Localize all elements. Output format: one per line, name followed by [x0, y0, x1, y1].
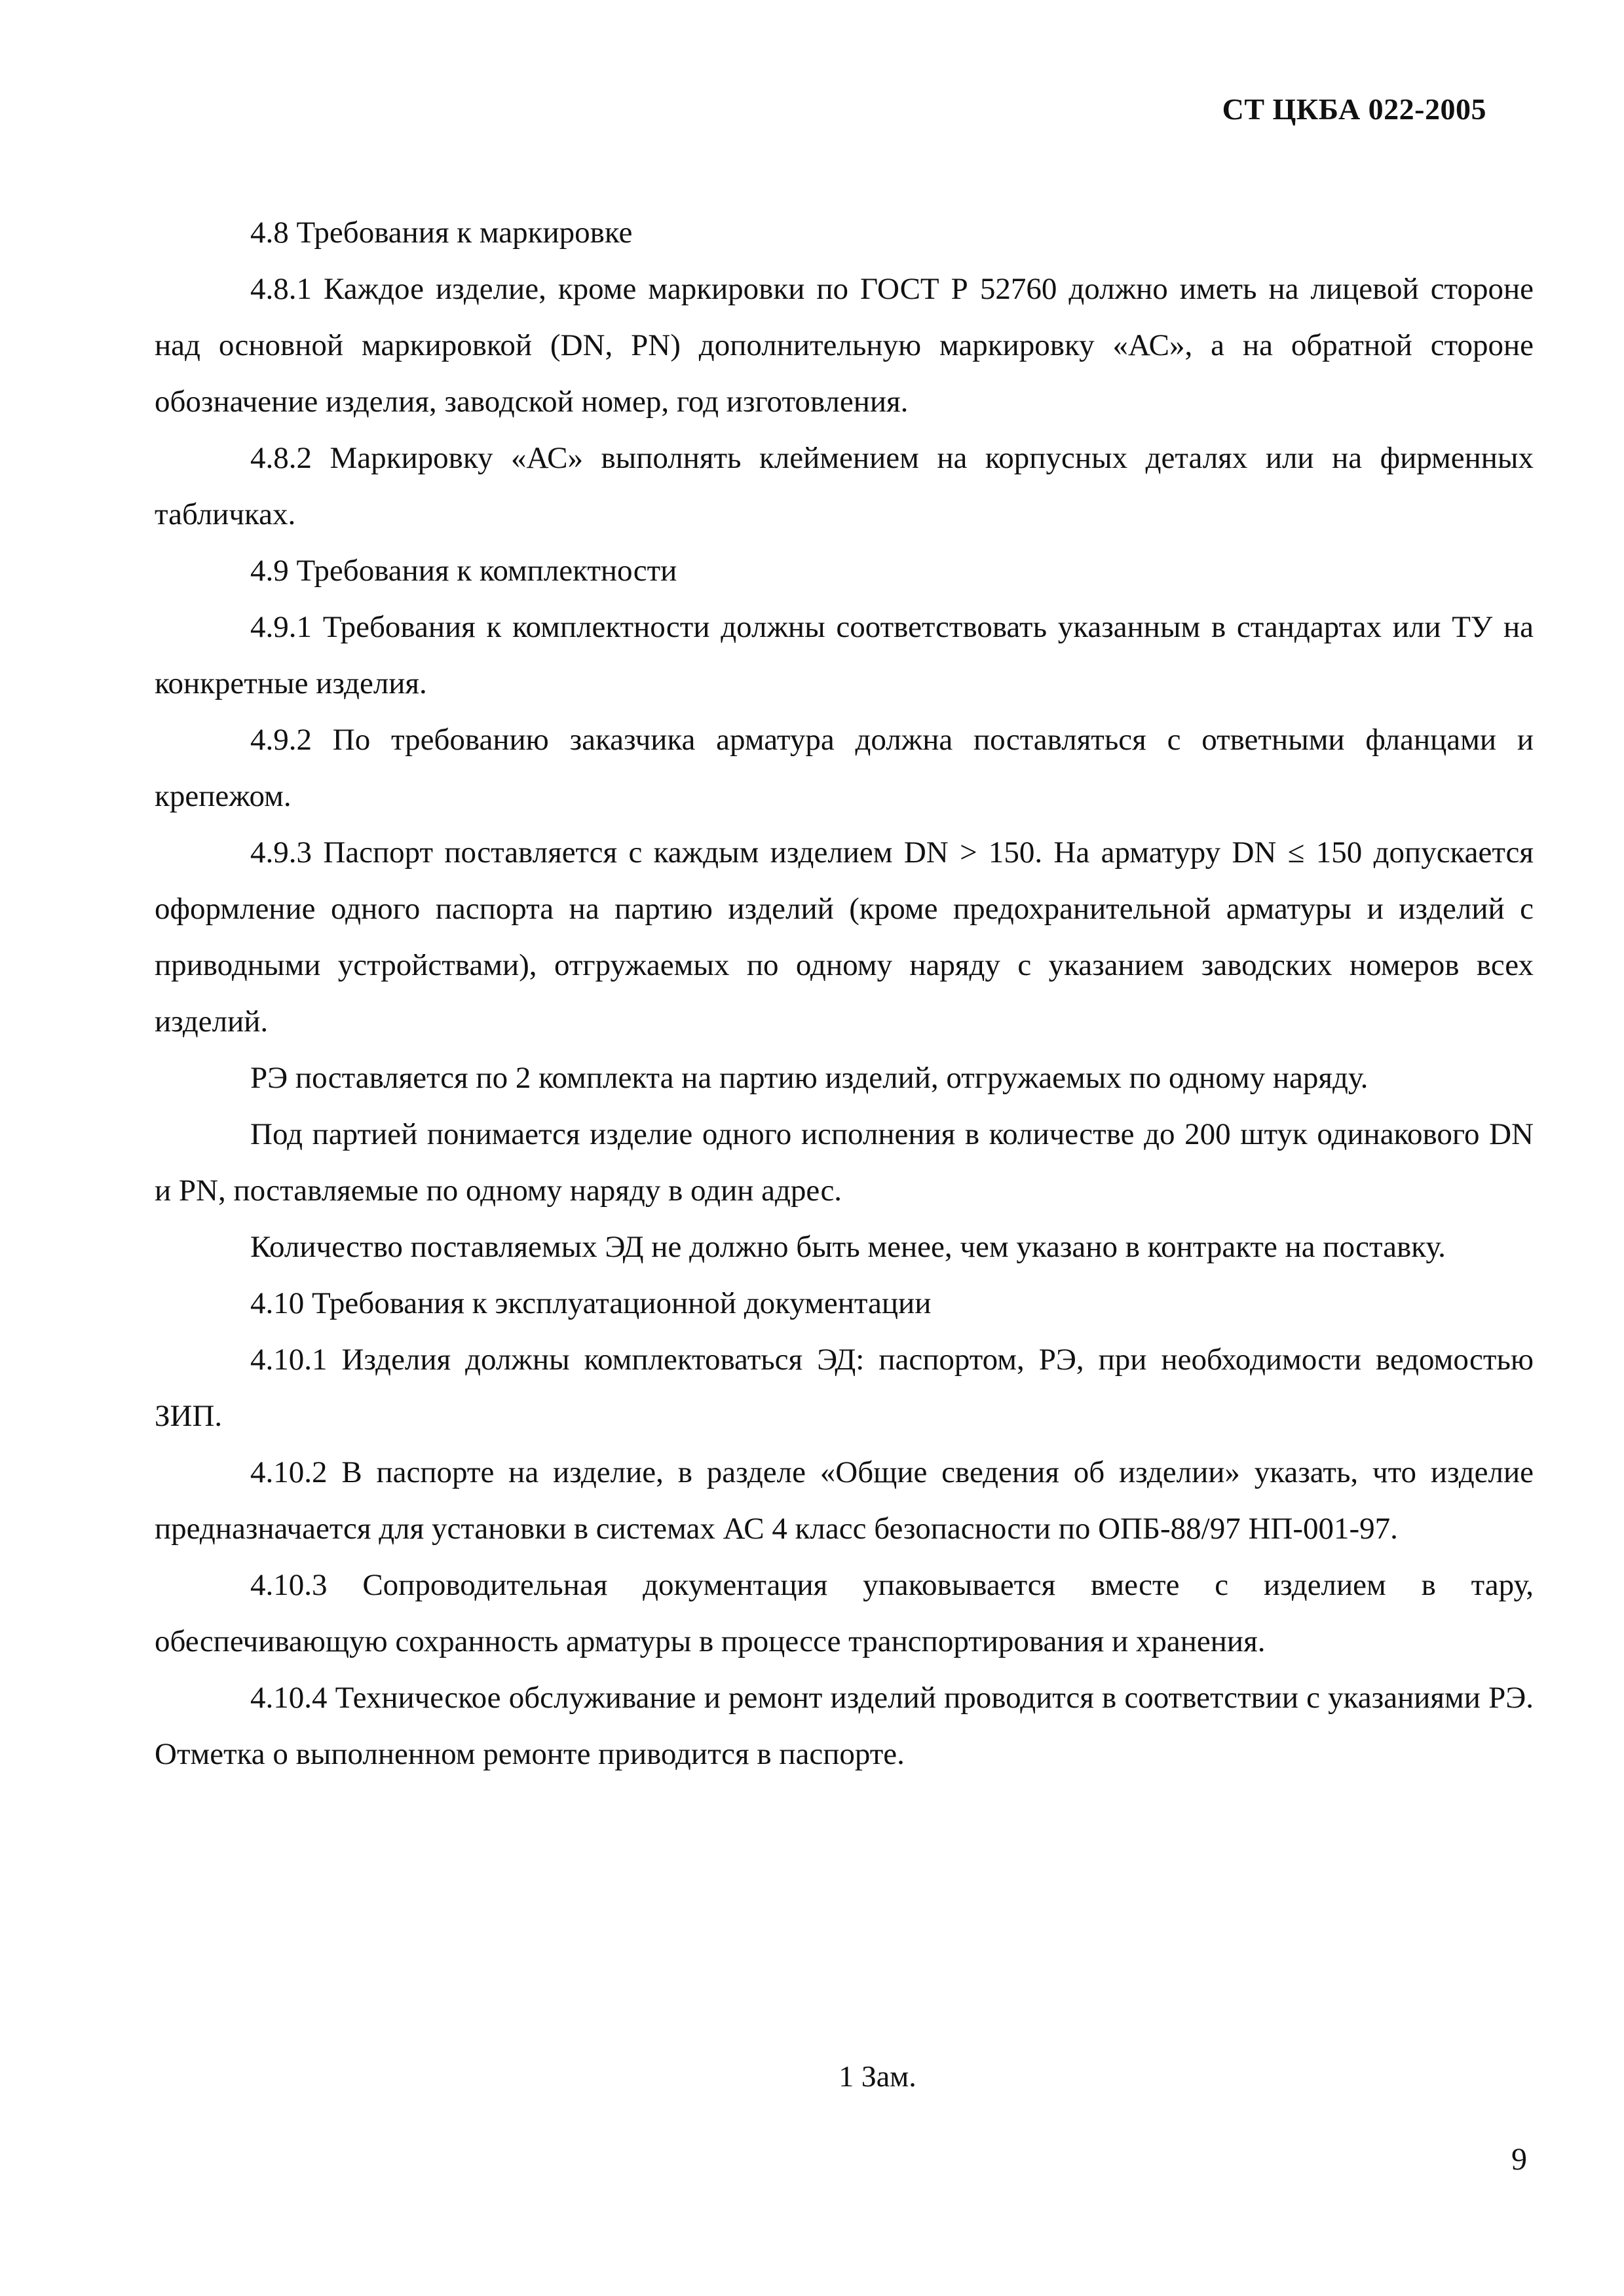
paragraph-4-9-2: 4.9.2 По требованию заказчика арматура должна поставляться с ответными фланцами и крепежом.	[155, 723, 1534, 813]
section-heading-4-8: 4.8 Требования к маркировке	[250, 216, 633, 250]
paragraph-re-supply: РЭ поставляется по 2 комплекта на партию изделий, отгружаемых по одному наряду.	[250, 1061, 1369, 1095]
paragraph-4-8-1: 4.8.1 Каждое изделие, кроме маркировки по ГОСТ Р 52760 должно иметь на лицевой стороне над основной маркировкой (DN, PN) дополнительную маркировку «АС», а на обратной стороне обозначение изделия, заводской номер, год изготовления.	[155, 272, 1534, 419]
paragraph-4-9-3: 4.9.3 Паспорт поставляется с каждым изделием DN > 150. На арматуру DN ≤ 150 допускается оформление одного паспорта на партию изделий (кроме предохранительной арматуры и изделий с приводными устройствами), отгружаемых по одному наряду с указанием заводских номеров всех изделий.	[155, 835, 1534, 1039]
paragraph-4-10-1: 4.10.1 Изделия должны комплектоваться ЭД: паспортом, РЭ, при необходимости ведомостью ЗИП.	[155, 1343, 1534, 1433]
paragraph-4-10-4: 4.10.4 Техническое обслуживание и ремонт изделий проводится в соответствии с указаниями РЭ. Отметка о выполненном ремонте приводится в паспорте.	[155, 1681, 1534, 1771]
document-code: СТ ЦКБА 022-2005	[1222, 92, 1486, 126]
paragraph-4-8-2: 4.8.2 Маркировку «АС» выполнять клеймением на корпусных деталях или на фирменных табличках.	[155, 441, 1534, 531]
paragraph-batch-definition: Под партией понимается изделие одного исполнения в количестве до 200 штук одинакового DN и PN, поставляемые по одному наряду в один адрес.	[155, 1117, 1534, 1208]
document-body	[155, 204, 1534, 1782]
section-heading-4-9: 4.9 Требования к комплектности	[250, 554, 677, 588]
section-heading-4-10: 4.10 Требования к эксплуатационной документации	[250, 1286, 932, 1320]
paragraph-ed-quantity: Количество поставляемых ЭД не должно быть менее, чем указано в контракте на поставку.	[250, 1230, 1446, 1264]
page-number: 9	[1511, 2142, 1527, 2177]
paragraph-4-9-1: 4.9.1 Требования к комплектности должны соответствовать указанным в стандартах или ТУ на конкретные изделия.	[155, 610, 1534, 700]
amendment-note: 1 Зам.	[839, 2059, 916, 2093]
paragraph-4-10-2: 4.10.2 В паспорте на изделие, в разделе «Общие сведения об изделии» указать, что изделие предназначается для установки в системах АС 4 класс безопасности по ОПБ-88/97 НП-001-97.	[155, 1455, 1534, 1546]
paragraph-4-10-3: 4.10.3 Сопроводительная документация упаковывается вместе с изделием в тару, обеспечивающую сохранность арматуры в процессе транспортирования и хранения.	[155, 1568, 1534, 1658]
